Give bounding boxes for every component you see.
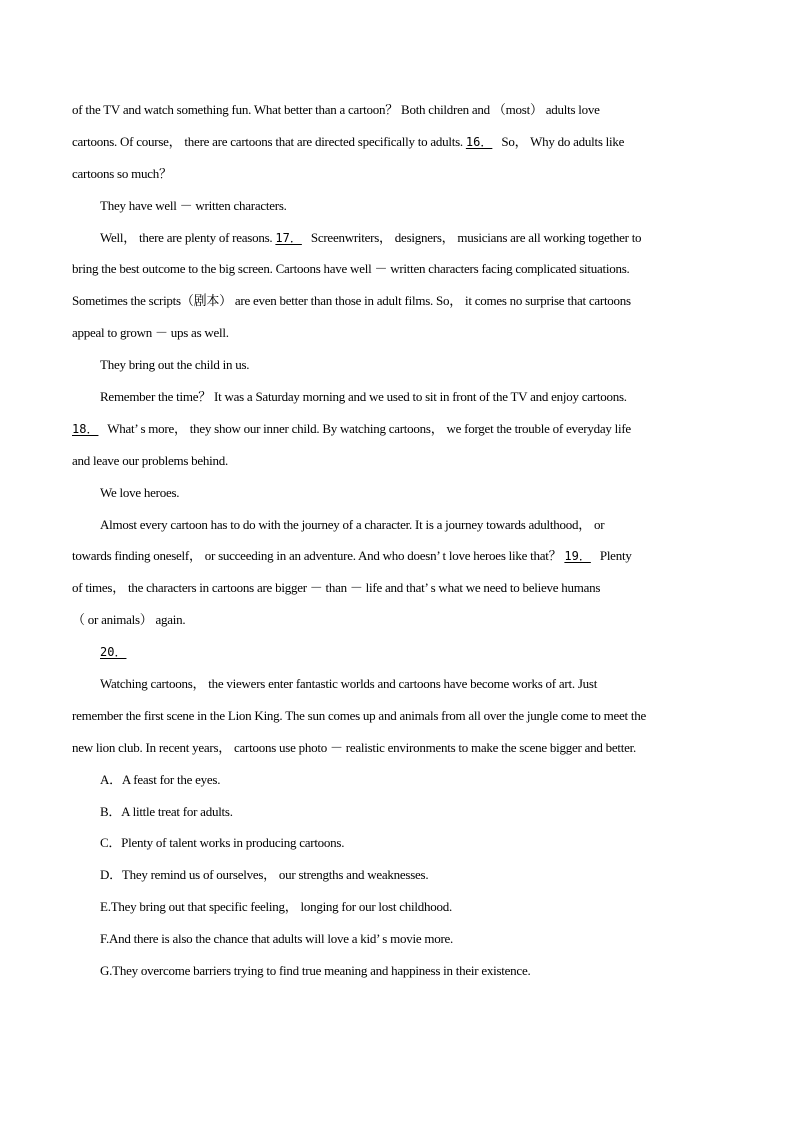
passage-line: new lion club. In recent years， cartoons use photo － realistic environments to make the scene bigger and better. [72, 739, 637, 755]
blank-18: 18． [72, 421, 99, 436]
passage-text: Plenty [596, 548, 632, 564]
passage-text: cartoons. Of course， there are cartoons that are directed specifically to adults. [72, 133, 466, 149]
blank-16: 16． [465, 134, 493, 149]
option-f: F.And there is also the chance that adults will love a kid’ s movie more. [100, 931, 454, 947]
passage-line [72, 413, 728, 445]
passage-line: Remember the time？ It was a Saturday morning and we used to sit in front of the TV and enjoy cartoons. [100, 389, 627, 405]
passage-line: Almost every cartoon has to do with the journey of a character. It is a journey towards adulthood， or [100, 516, 605, 532]
section-heading-1: They have well － written characters. [100, 197, 287, 213]
passage-text: So， Why do adults like [498, 133, 625, 149]
option-c: C．Plenty of talent works in producing cartoons. [100, 835, 345, 851]
option-b: B．A little treat for adults. [100, 803, 233, 819]
blank-17: 17． [275, 230, 302, 245]
passage-line [72, 222, 728, 254]
option-d: D．They remind us of ourselves， our strengths and weaknesses. [100, 867, 429, 883]
section-heading-2: They bring out the child in us. [100, 357, 250, 373]
passage-text: Screenwriters， designers， musicians are all working together to [307, 229, 642, 245]
passage-text: What’ s more， they show our inner child. By watching cartoons， we forget the trouble of everyday life [104, 420, 631, 436]
passage-line: Sometimes the scripts（剧本） are even better than those in adult films. So， it comes no surprise that cartoons [72, 293, 631, 309]
passage-line [72, 636, 728, 668]
option-g: G.They overcome barriers trying to find true meaning and happiness in their existence. [100, 963, 531, 979]
passage-text: Well， there are plenty of reasons. [100, 229, 276, 245]
passage-line [72, 540, 728, 572]
passage-line: and leave our problems behind. [72, 452, 229, 468]
passage-line: remember the first scene in the Lion King. The sun comes up and animals from all over the jungle come to meet the [72, 707, 647, 723]
passage-line: of times， the characters in cartoons are bigger － than － life and that’ s what we need to believe humans [72, 580, 601, 596]
blank-20: 20． [100, 645, 127, 660]
blank-19: 19． [564, 549, 591, 564]
document-page [72, 94, 728, 987]
passage-line: （ or animals） again. [72, 612, 186, 628]
passage-line [72, 126, 728, 158]
passage-line: Watching cartoons， the viewers enter fantastic worlds and cartoons have become works of art. Just [100, 676, 598, 692]
passage-line: appeal to grown － ups as well. [72, 325, 229, 341]
option-a: A．A feast for the eyes. [100, 771, 221, 787]
passage-line: cartoons so much？ [72, 165, 172, 181]
passage-line: of the TV and watch something fun. What better than a cartoon？ Both children and （most） adults love [72, 102, 600, 117]
section-heading-3: We love heroes. [100, 484, 180, 500]
passage-text: towards finding oneself， or succeeding in an adventure. And who doesn’ t love heroes like that？ [72, 548, 565, 564]
option-e: E.They bring out that specific feeling， longing for our lost childhood. [100, 899, 452, 915]
passage-line: bring the best outcome to the big screen. Cartoons have well － written characters facing complicated situations. [72, 261, 630, 277]
